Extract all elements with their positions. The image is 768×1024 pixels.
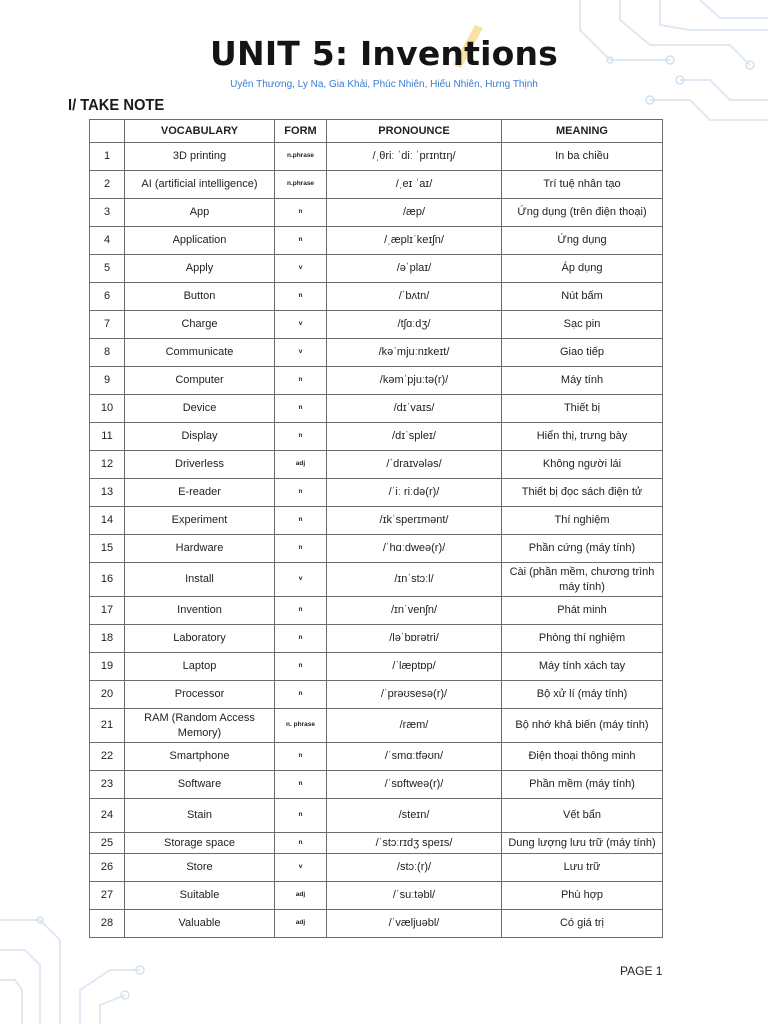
pronunciation: /ˈprəʊsesə(r)/: [327, 681, 502, 709]
vocabulary-word: Experiment: [125, 507, 275, 535]
word-form: n: [275, 479, 327, 507]
table-row: [90, 479, 663, 507]
vocabulary-word: RAM (Random Access Memory): [125, 709, 275, 743]
vocabulary-word: Stain: [125, 799, 275, 833]
meaning: In ba chiều: [502, 143, 663, 171]
vocabulary-word: Store: [125, 854, 275, 882]
row-number: 16: [90, 563, 125, 597]
pronunciation: /ræm/: [327, 709, 502, 743]
row-number: 12: [90, 451, 125, 479]
word-form: n: [275, 833, 327, 854]
word-form: v: [275, 339, 327, 367]
table-row: [90, 910, 663, 938]
row-number: 17: [90, 597, 125, 625]
word-form: n: [275, 743, 327, 771]
row-number: 19: [90, 653, 125, 681]
table-row: [90, 283, 663, 311]
word-form: n.phrase: [275, 171, 327, 199]
row-number: 20: [90, 681, 125, 709]
meaning: Phòng thí nghiệm: [502, 625, 663, 653]
pronunciation: /ˈlæptɒp/: [327, 653, 502, 681]
table-row: [90, 423, 663, 451]
meaning: Ứng dụng (trên điện thoại): [502, 199, 663, 227]
meaning: Thiết bị đọc sách điện tử: [502, 479, 663, 507]
word-form: n.phrase: [275, 143, 327, 171]
pronunciation: /tʃɑːdʒ/: [327, 311, 502, 339]
meaning: Cài (phần mềm, chương trình máy tính): [502, 563, 663, 597]
meaning: Thiết bị: [502, 395, 663, 423]
page-title: UNIT 5: Inventions: [210, 34, 558, 73]
pronunciation: /ləˈbɒrətri/: [327, 625, 502, 653]
row-number: 11: [90, 423, 125, 451]
authors-line: Uyên Thương, Ly Na, Gia Khải, Phúc Nhiên, Hiếu Nhiên, Hưng Thịnh: [230, 79, 538, 90]
pronunciation: /kəˈmjuːnɪkeɪt/: [327, 339, 502, 367]
table-row: [90, 833, 663, 854]
header-meaning: MEANING: [502, 120, 663, 143]
pronunciation: /stɔː(r)/: [327, 854, 502, 882]
word-form: n: [275, 283, 327, 311]
vocabulary-word: Install: [125, 563, 275, 597]
row-number: 15: [90, 535, 125, 563]
table-header-row: [90, 120, 663, 143]
row-number: 4: [90, 227, 125, 255]
word-form: adj: [275, 451, 327, 479]
vocabulary-word: AI (artificial intelligence): [125, 171, 275, 199]
word-form: n: [275, 199, 327, 227]
row-number: 7: [90, 311, 125, 339]
table-row: [90, 854, 663, 882]
pronunciation: /æp/: [327, 199, 502, 227]
table-row: [90, 771, 663, 799]
pronunciation: /ˌæplɪˈkeɪʃn/: [327, 227, 502, 255]
meaning: Giao tiếp: [502, 339, 663, 367]
pronunciation: /əˈplaɪ/: [327, 255, 502, 283]
word-form: n: [275, 227, 327, 255]
row-number: 22: [90, 743, 125, 771]
table-row: [90, 799, 663, 833]
row-number: 25: [90, 833, 125, 854]
row-number: 18: [90, 625, 125, 653]
pronunciation: /dɪˈspleɪ/: [327, 423, 502, 451]
meaning: Lưu trữ: [502, 854, 663, 882]
meaning: Phần mềm (máy tính): [502, 771, 663, 799]
vocabulary-word: Storage space: [125, 833, 275, 854]
table-row: [90, 143, 663, 171]
word-form: n: [275, 799, 327, 833]
pronunciation: /ˈsmɑːtfəʊn/: [327, 743, 502, 771]
table-row: [90, 367, 663, 395]
row-number: 10: [90, 395, 125, 423]
word-form: n: [275, 771, 327, 799]
word-form: n: [275, 535, 327, 563]
vocabulary-word: Application: [125, 227, 275, 255]
meaning: Dung lượng lưu trữ (máy tính): [502, 833, 663, 854]
word-form: n: [275, 681, 327, 709]
meaning: Ứng dụng: [502, 227, 663, 255]
word-form: n: [275, 423, 327, 451]
row-number: 27: [90, 882, 125, 910]
pronunciation: /steɪn/: [327, 799, 502, 833]
word-form: n. phrase: [275, 709, 327, 743]
vocabulary-word: E-reader: [125, 479, 275, 507]
table-row: [90, 625, 663, 653]
word-form: n: [275, 507, 327, 535]
row-number: 5: [90, 255, 125, 283]
row-number: 6: [90, 283, 125, 311]
word-form: n: [275, 597, 327, 625]
table-row: [90, 395, 663, 423]
vocabulary-word: Charge: [125, 311, 275, 339]
table-row: [90, 199, 663, 227]
table-row: [90, 681, 663, 709]
table-row: [90, 535, 663, 563]
vocabulary-word: 3D printing: [125, 143, 275, 171]
meaning: Nút bấm: [502, 283, 663, 311]
header-pronounce: PRONOUNCE: [327, 120, 502, 143]
vocabulary-word: Button: [125, 283, 275, 311]
header-vocabulary: VOCABULARY: [125, 120, 275, 143]
meaning: Bộ xử lí (máy tính): [502, 681, 663, 709]
pronunciation: /ɪnˈstɔːl/: [327, 563, 502, 597]
pronunciation: /ɪkˈsperɪmənt/: [327, 507, 502, 535]
meaning: Vết bẩn: [502, 799, 663, 833]
vocabulary-word: Software: [125, 771, 275, 799]
pronunciation: /ˈvæljuəbl/: [327, 910, 502, 938]
vocabulary-word: Display: [125, 423, 275, 451]
word-form: v: [275, 255, 327, 283]
vocabulary-word: Valuable: [125, 910, 275, 938]
table-row: [90, 597, 663, 625]
meaning: Trí tuệ nhân tạo: [502, 171, 663, 199]
pronunciation: /ˈiː riːdə(r)/: [327, 479, 502, 507]
section-heading: I/ TAKE NOTE: [68, 97, 165, 114]
meaning: Bộ nhớ khả biến (máy tính): [502, 709, 663, 743]
meaning: Thí nghiệm: [502, 507, 663, 535]
meaning: Có giá trị: [502, 910, 663, 938]
word-form: n: [275, 367, 327, 395]
meaning: Phát minh: [502, 597, 663, 625]
table-row: [90, 255, 663, 283]
vocabulary-word: Processor: [125, 681, 275, 709]
word-form: n: [275, 625, 327, 653]
row-number: 21: [90, 709, 125, 743]
table-row: [90, 227, 663, 255]
pronunciation: /ˈdraɪvələs/: [327, 451, 502, 479]
vocabulary-word: Invention: [125, 597, 275, 625]
word-form: v: [275, 854, 327, 882]
pronunciation: /ˈsɒftweə(r)/: [327, 771, 502, 799]
pronunciation: /ˈstɔːrɪdʒ speɪs/: [327, 833, 502, 854]
pronunciation: /kəmˈpjuːtə(r)/: [327, 367, 502, 395]
word-form: n: [275, 653, 327, 681]
vocabulary-table-body: [90, 143, 663, 938]
meaning: Máy tính: [502, 367, 663, 395]
vocabulary-table: [89, 119, 663, 938]
vocabulary-word: Laboratory: [125, 625, 275, 653]
row-number: 9: [90, 367, 125, 395]
row-number: 2: [90, 171, 125, 199]
row-number: 8: [90, 339, 125, 367]
meaning: Hiển thị, trưng bày: [502, 423, 663, 451]
pronunciation: /ˌeɪ ˈaɪ/: [327, 171, 502, 199]
meaning: Áp dụng: [502, 255, 663, 283]
table-row: [90, 563, 663, 597]
row-number: 24: [90, 799, 125, 833]
vocabulary-word: Suitable: [125, 882, 275, 910]
row-number: 28: [90, 910, 125, 938]
pronunciation: /ˈhɑːdweə(r)/: [327, 535, 502, 563]
row-number: 1: [90, 143, 125, 171]
table-row: [90, 507, 663, 535]
word-form: v: [275, 563, 327, 597]
meaning: Sạc pin: [502, 311, 663, 339]
meaning: Điện thoại thông minh: [502, 743, 663, 771]
word-form: adj: [275, 882, 327, 910]
table-row: [90, 653, 663, 681]
table-row: [90, 451, 663, 479]
word-form: n: [275, 395, 327, 423]
vocabulary-word: Smartphone: [125, 743, 275, 771]
vocabulary-word: Laptop: [125, 653, 275, 681]
row-number: 13: [90, 479, 125, 507]
word-form: adj: [275, 910, 327, 938]
row-number: 3: [90, 199, 125, 227]
meaning: Phần cứng (máy tính): [502, 535, 663, 563]
header-number: [90, 120, 125, 143]
vocabulary-word: Hardware: [125, 535, 275, 563]
row-number: 26: [90, 854, 125, 882]
pronunciation: /ɪnˈvenʃn/: [327, 597, 502, 625]
word-form: v: [275, 311, 327, 339]
table-row: [90, 709, 663, 743]
table-row: [90, 882, 663, 910]
meaning: Phù hợp: [502, 882, 663, 910]
row-number: 14: [90, 507, 125, 535]
vocabulary-word: Computer: [125, 367, 275, 395]
header-form: FORM: [275, 120, 327, 143]
vocabulary-word: Device: [125, 395, 275, 423]
pronunciation: /dɪˈvaɪs/: [327, 395, 502, 423]
table-row: [90, 339, 663, 367]
pronunciation: /ˌθriː ˈdiː ˈprɪntɪŋ/: [327, 143, 502, 171]
vocabulary-word: App: [125, 199, 275, 227]
row-number: 23: [90, 771, 125, 799]
pronunciation: /ˈsuːtəbl/: [327, 882, 502, 910]
pronunciation: /ˈbʌtn/: [327, 283, 502, 311]
vocabulary-word: Communicate: [125, 339, 275, 367]
meaning: Không người lái: [502, 451, 663, 479]
table-row: [90, 311, 663, 339]
vocabulary-word: Apply: [125, 255, 275, 283]
meaning: Máy tính xách tay: [502, 653, 663, 681]
table-row: [90, 743, 663, 771]
vocabulary-word: Driverless: [125, 451, 275, 479]
page-number: PAGE 1: [620, 964, 663, 978]
table-row: [90, 171, 663, 199]
